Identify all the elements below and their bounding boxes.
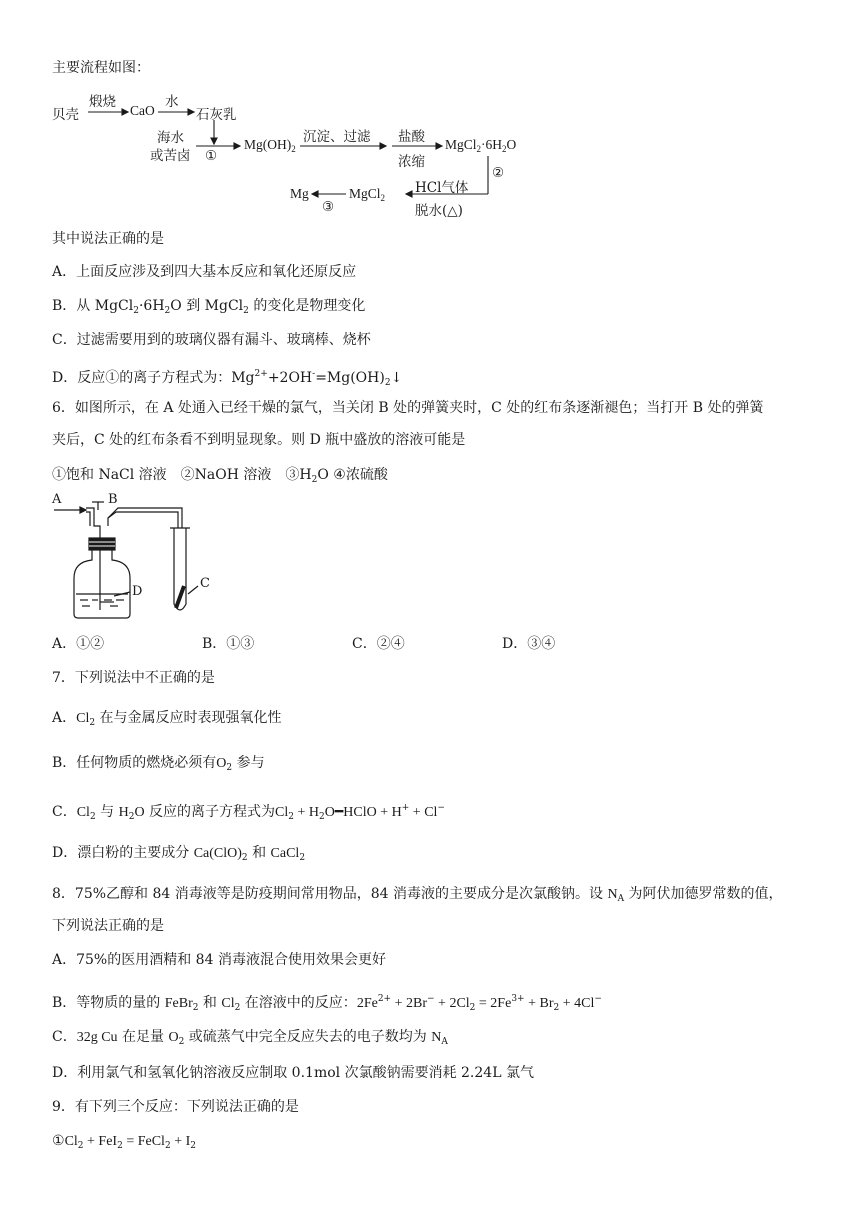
flow-mgoh2: $Mg(OH)_2$ [244,137,296,154]
q6-option-b: B．①③ [202,636,255,652]
flow-mgcl2: MgCl$_2$ [349,186,386,203]
q8-option-d: D．利用氯气和氢氧化钠溶液反应制取 0.1mol 次氯酸钠需要消耗 2.24L 氯气 [52,1065,534,1081]
q6-options [52,634,612,654]
flow-hclgas-label: HCl气体 [415,180,469,196]
intro-text: 主要流程如图： [52,60,150,76]
flow-cao: CaO [130,103,155,118]
q5-option-a: A．上面反应涉及到四大基本反应和氧化还原反应 [52,264,357,280]
flow-step-1: ① [205,148,218,164]
q8-option-a: A．75%的医用酒精和 84 消毒液混合使用效果会更好 [52,952,386,968]
q8-stem-1: 8．75%乙醇和 84 消毒液等是防疫期间常用物品，84 消毒液的主要成分是次氯酸钠。设 $N_A$ 为阿伏加德罗常数的值， [52,886,783,904]
apparatus-figure [52,490,242,626]
q7-option-b: B．任何物质的燃烧必须有$O_2$ 参与 [52,755,265,773]
q6-option-a: A．①② [52,636,105,652]
flow-precip-label: 沉淀、过滤 [303,129,371,145]
q7-stem: 7．下列说法中不正确的是 [52,670,215,686]
flow-calcine-label: 煅烧 [89,94,116,110]
q5-stem: 其中说法正确的是 [52,231,164,247]
q6-option-c: C．②④ [352,636,405,652]
flow-seawater-2: 或苦卤 [150,148,191,164]
q5-option-d: D．反应①的离子方程式为：$Mg^{2+}+2OH^-=Mg(OH)_2↓$ [52,369,403,388]
apparatus-drawing [52,490,242,626]
label-d: D [132,584,143,599]
q6-choices: ①饱和 NaCl 溶液 ②NaOH 溶液 $③H_2O$ ④浓硫酸 [52,467,388,485]
q6-stem-2: 夹后，C 处的红布条看不到明显现象。则 D 瓶中盛放的溶液可能是 [52,432,466,448]
q6-option-d: D．③④ [502,636,556,652]
flow-mgcl2-hydrate: $MgCl_2\cdot 6H_2O$ [445,137,517,154]
flow-limemilk: 石灰乳 [196,107,237,123]
flow-conc-label: 浓缩 [398,154,425,170]
flow-dehydrate-label: 脱水(△) [415,203,463,219]
q8-option-b: B．等物质的量的 FeBr$_2$ 和 $Cl_2$ 在溶液中的反应：$2Fe^{2+} + 2Br^- + 2Cl_2 = 2Fe^{3+} + Br_2 + 4Cl^-$ [52,994,602,1013]
q5-option-c: C．过滤需要用到的玻璃仪器有漏斗、玻璃棒、烧杯 [52,332,371,348]
label-c: C [200,576,210,591]
flow-hcl-label: 盐酸 [398,129,425,145]
q6-stem-1: 6．如图所示，在 A 处通入已经干燥的氯气，当关闭 B 处的弹簧夹时，C 处的红布条逐渐褪色；当打开 B 处的弹簧 [52,400,764,416]
q9-reaction-1: $①Cl_2 + FeI_2$ = FeCl$_2$ + $I_2$ [52,1133,196,1151]
q7-option-d: D．漂白粉的主要成分 $Ca(ClO)_2$ 和 CaCl$_2$ [52,845,306,863]
flow-step-2: ② [492,165,505,181]
q8-option-c: C．32g Cu 在足量 $O_2$ 或硫蒸气中完全反应失去的电子数均为 $N_A$ [52,1029,448,1047]
flow-step-3: ③ [322,199,335,215]
label-b: B [108,492,118,507]
q7-option-c: C．$Cl_2$ 与 $H_2O$ 反应的离子方程式为$Cl_2$ + $H_2O━HClO + H^+ + Cl^-$ [52,803,445,822]
q5-option-b: B．从 $MgCl_2\cdot 6H_2O$ 到 MgCl$_2$ 的变化是物理变化 [52,298,366,316]
q8-stem-2: 下列说法正确的是 [52,918,164,934]
q9-stem: 9．有下列三个反应：下列说法正确的是 [52,1099,299,1115]
flow-seawater-1: 海水 [157,130,184,146]
flow-mg: Mg [290,186,309,201]
q7-option-a: A．$Cl_2$ 在与金属反应时表现强氧化性 [52,710,282,728]
flow-water-label: 水 [165,94,179,110]
flow-shell: 贝壳 [52,107,79,123]
label-a: A [52,492,62,507]
